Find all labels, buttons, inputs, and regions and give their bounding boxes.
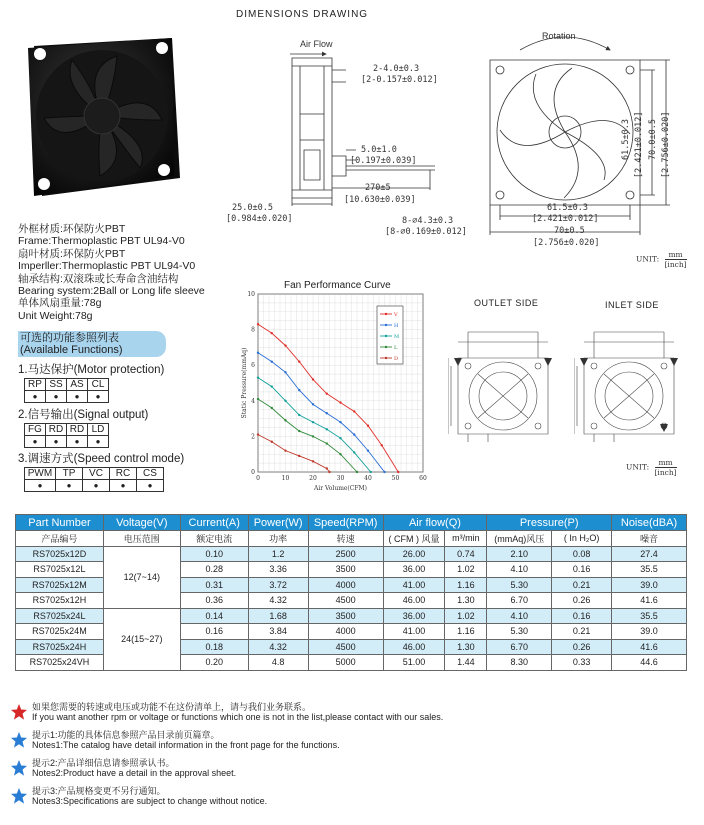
table-cell: RS7025x12D [16, 546, 104, 562]
series-point-L [257, 398, 259, 400]
x-tick-label: 10 [281, 475, 290, 482]
subheader: 额定电流 [180, 531, 248, 547]
table-cell: 1.30 [445, 639, 487, 655]
note-cn: 提示1:功能的具体信息参照产品目录前页篇章。 [32, 730, 220, 740]
spec-line: 单体风扇重量:78g [18, 297, 102, 310]
legend-marker-L [385, 346, 387, 348]
blue-star-icon [10, 732, 28, 748]
depth-inch: [2-0.157±0.012] [361, 75, 438, 85]
series-point-L [356, 471, 358, 473]
spec-line: 扇叶材质:环保防火PBT [18, 247, 126, 260]
table-cell: RS7025x12L [16, 562, 104, 578]
table-cell: 0.21 [552, 624, 612, 640]
series-point-H [339, 421, 341, 423]
function-title: 3.调速方式(Speed control mode) [18, 453, 185, 465]
rotation-label: Rotation [542, 31, 576, 41]
subheader: 电压范围 [103, 531, 180, 547]
code-cell: FG [25, 424, 46, 436]
y-tick-label: 6 [251, 362, 255, 370]
series-point-V [353, 410, 355, 412]
series-point-V [271, 332, 273, 334]
series-point-L [339, 453, 341, 455]
subheader: 产品编号 [16, 531, 104, 547]
available-line1: 可选的功能参照列表 [20, 332, 119, 344]
size-inch: [2.756±0.020] [533, 238, 600, 248]
series-point-V [367, 425, 369, 427]
screw-inch: [8-∅0.169±0.012] [385, 227, 467, 237]
table-cell: 1.16 [445, 577, 487, 593]
table-cell: 1.30 [445, 593, 487, 609]
screw-metric: 8-∅4.3±0.3 [402, 216, 454, 226]
subheader: 噪音 [612, 531, 687, 547]
inlet-side-title: INLET SIDE [605, 300, 659, 310]
available-functions-banner [18, 331, 166, 357]
table-cell: 0.16 [552, 608, 612, 624]
series-point-H [257, 352, 259, 354]
spec-list [18, 223, 248, 322]
spec-line: 轴承结构:双滚珠或长寿命含油结构 [18, 272, 179, 285]
thick-inch: [0.984±0.020] [226, 214, 293, 224]
spec-line: Bearing system:2Ball or Long life sleeve [18, 285, 205, 298]
mid-metric: 5.0±1.0 [361, 145, 397, 155]
available-line2: (Available Functions) [20, 344, 123, 356]
v-size-metric: 70.0±0.5 [648, 119, 658, 160]
series-point-V [339, 401, 341, 403]
blue-star-icon [10, 760, 28, 776]
table-cell: 5.30 [487, 577, 552, 593]
series-point-V [257, 323, 259, 325]
table-cell: RS7025x12H [16, 593, 104, 609]
legend-label-D: D [394, 356, 399, 362]
table-cell: RS7025x24L [16, 608, 104, 624]
series-point-M [257, 376, 259, 378]
function-title: 2.信号输出(Signal output) [18, 409, 149, 421]
code-cell: TP [56, 468, 83, 480]
table-cell: 4.10 [487, 608, 552, 624]
size-metric: 70±0.5 [554, 226, 585, 236]
series-point-M [298, 414, 300, 416]
legend-marker-V [385, 313, 387, 315]
table-cell: 4.32 [248, 593, 308, 609]
x-axis-label: Air Volume(CFM) [313, 485, 368, 492]
v-hole-metric: 61.5±0.3 [621, 119, 631, 160]
table-cell: 36.00 [383, 608, 445, 624]
x-tick-label: 60 [419, 475, 427, 482]
dot: ● [56, 480, 83, 492]
code-cell: CS [137, 468, 164, 480]
series-point-L [312, 435, 314, 437]
table-cell: 46.00 [383, 593, 445, 609]
unit2-label-text: UNIT: [626, 462, 650, 472]
legend-label-H: H [394, 323, 399, 329]
x-tick-label: 30 [336, 475, 345, 482]
table-cell: 26.00 [383, 546, 445, 562]
air-flow-label: Air Flow [300, 39, 333, 49]
series-point-V [326, 392, 328, 394]
unit-label-text: UNIT: [636, 254, 660, 264]
table-cell: 0.08 [552, 546, 612, 562]
series-point-V [298, 360, 300, 362]
dot: ● [46, 391, 67, 403]
table-cell: 1.02 [445, 562, 487, 578]
table-cell: 1.44 [445, 655, 487, 671]
depth-metric: 2-4.0±0.3 [373, 64, 420, 74]
y-tick-label: 4 [251, 397, 255, 405]
spec-line: Imperller:Thermoplastic PBT UL94-V0 [18, 260, 196, 273]
table-cell: 8.30 [487, 655, 552, 671]
table-cell: 41.6 [612, 593, 687, 609]
series-point-D [257, 433, 259, 435]
table-cell: 6.70 [487, 593, 552, 609]
table-cell: 3500 [308, 608, 383, 624]
unit-label [636, 250, 687, 269]
table-cell: 39.0 [612, 624, 687, 640]
legend-label-L: L [394, 345, 398, 351]
legend-marker-D [385, 357, 387, 359]
legend-marker-M [385, 335, 387, 337]
y-tick-label: 0 [251, 469, 255, 476]
dot: ● [88, 436, 109, 448]
note-item [10, 758, 690, 778]
table-cell: 44.6 [612, 655, 687, 671]
code-cell: RD [67, 424, 88, 436]
series-point-M [326, 428, 328, 430]
v-size-inch: [2.756±0.020] [661, 111, 671, 178]
unit2-label [626, 458, 677, 477]
y-tick-label: 8 [251, 326, 255, 334]
table-cell: 0.26 [552, 593, 612, 609]
table-cell: 2.10 [487, 546, 552, 562]
table-cell: 51.00 [383, 655, 445, 671]
note-item [10, 786, 690, 806]
note-en: If you want another rpm or voltage or functions which one is not in the list,please contact with our sales. [32, 712, 444, 722]
header-speed: Speed(RPM) [308, 515, 383, 531]
code-cell: SS [46, 379, 67, 391]
unit2-bottom: [inch] [654, 468, 677, 477]
table-cell: 0.33 [552, 655, 612, 671]
x-tick-label: 50 [391, 475, 400, 482]
hole-inch: [2.421±0.012] [532, 214, 599, 224]
header-pressure: Pressure(P) [487, 515, 612, 531]
series-point-H [367, 449, 369, 451]
table-cell: 41.00 [383, 624, 445, 640]
header-voltage: Voltage(V) [103, 515, 180, 531]
chart-title: Fan Performance Curve [284, 280, 391, 291]
header-current: Current(A) [180, 515, 248, 531]
code-cell: VC [83, 468, 110, 480]
table-cell: 0.16 [552, 562, 612, 578]
dot: ● [88, 391, 109, 403]
hole-metric: 61.5±0.3 [547, 203, 588, 213]
table-cell: 0.16 [180, 624, 248, 640]
function-table [24, 467, 164, 492]
dot: ● [46, 436, 67, 448]
table-cell: 24(15~27) [103, 608, 180, 670]
legend-label-V: V [394, 312, 398, 318]
unit-bottom: [inch] [664, 260, 687, 269]
series-point-V [397, 471, 399, 473]
series-point-D [284, 449, 286, 451]
table-cell: 0.74 [445, 546, 487, 562]
table-cell: RS7025x24VH [16, 655, 104, 671]
table-cell: 12(7~14) [103, 546, 180, 608]
performance-chart [240, 288, 440, 498]
table-cell: 1.02 [445, 608, 487, 624]
lead-inch: [10.630±0.039] [344, 195, 416, 205]
dot: ● [25, 480, 56, 492]
x-tick-label: 20 [309, 475, 317, 482]
table-cell: 4.32 [248, 639, 308, 655]
function-group-motor [18, 361, 164, 403]
function-table [24, 423, 109, 448]
header-part-number: Part Number [16, 515, 104, 531]
series-point-D [298, 455, 300, 457]
function-table [24, 378, 109, 403]
table-cell: 0.28 [180, 562, 248, 578]
series-point-L [271, 407, 273, 409]
header-airflow: Air flow(Q) [383, 515, 487, 531]
series-point-D [271, 441, 273, 443]
table-cell: RS7025x24M [16, 624, 104, 640]
table-cell: 3.72 [248, 577, 308, 593]
series-line-D [258, 435, 330, 472]
unit-top: mm [665, 250, 687, 260]
x-tick-label: 0 [256, 475, 260, 482]
table-cell: 35.5 [612, 562, 687, 578]
table-cell: 4500 [308, 639, 383, 655]
x-tick-label: 40 [364, 475, 372, 482]
table-cell: 0.26 [552, 639, 612, 655]
spec-line: Unit Weight:78g [18, 309, 93, 322]
series-point-D [328, 471, 330, 473]
note-en: Notes2:Product have a detail in the approval sheet. [32, 768, 237, 778]
outlet-side-drawing [448, 322, 563, 447]
series-point-H [353, 433, 355, 435]
lead-metric: 270±5 [365, 183, 391, 193]
dimensions-title: DIMENSIONS DRAWING [236, 9, 369, 20]
blue-star-icon [10, 788, 28, 804]
table-cell: 36.00 [383, 562, 445, 578]
function-group-speed [18, 450, 184, 492]
table-cell: 6.70 [487, 639, 552, 655]
table-cell: 0.14 [180, 608, 248, 624]
table-cell: 4.8 [248, 655, 308, 671]
code-cell: RD [46, 424, 67, 436]
outlet-side-title: OUTLET SIDE [474, 298, 539, 308]
subheader: 功率 [248, 531, 308, 547]
table-cell: 5000 [308, 655, 383, 671]
series-point-M [370, 471, 372, 473]
table-cell: 41.00 [383, 577, 445, 593]
subheader: 转速 [308, 531, 383, 547]
table-row [16, 546, 687, 562]
code-cell: LD [88, 424, 109, 436]
code-cell: AS [67, 379, 88, 391]
table-cell: 2500 [308, 546, 383, 562]
thick-metric: 25.0±0.5 [232, 203, 273, 213]
series-point-V [381, 444, 383, 446]
y-axis-label: Static Pressure(mmAq) [241, 347, 248, 419]
table-cell: 0.10 [180, 546, 248, 562]
table-cell: 3500 [308, 562, 383, 578]
table-cell: 5.30 [487, 624, 552, 640]
table-cell: 39.0 [612, 577, 687, 593]
series-point-V [312, 378, 314, 380]
table-row [16, 608, 687, 624]
mid-inch: [0.197±0.039] [350, 156, 417, 166]
table-cell: RS7025x12M [16, 577, 104, 593]
unit2-top: mm [655, 458, 677, 468]
table-cell: 4500 [308, 593, 383, 609]
fan-photo [22, 28, 184, 204]
note-en: Notes1:The catalog have detail information in the front page for the functions. [32, 740, 340, 750]
spec-line: 外框材质:环保防火PBT [18, 223, 126, 235]
dot: ● [137, 480, 164, 492]
series-point-M [312, 421, 314, 423]
series-point-M [271, 385, 273, 387]
series-point-M [353, 451, 355, 453]
table-cell: 1.16 [445, 624, 487, 640]
spec-table [15, 514, 687, 671]
note-item [10, 702, 690, 722]
series-point-V [284, 344, 286, 346]
series-point-L [284, 419, 286, 421]
code-cell: CL [88, 379, 109, 391]
table-cell: 41.6 [612, 639, 687, 655]
table-cell: 46.00 [383, 639, 445, 655]
y-tick-label: 10 [247, 291, 255, 298]
subheader: m³/min [445, 531, 487, 547]
table-cell: 3.84 [248, 624, 308, 640]
series-point-L [298, 430, 300, 432]
dot: ● [25, 436, 46, 448]
dot: ● [110, 480, 137, 492]
note-en: Notes3:Specifications are subject to change without notice. [32, 796, 268, 806]
table-cell: 4000 [308, 577, 383, 593]
series-point-M [339, 437, 341, 439]
inlet-side-drawing [574, 322, 689, 447]
spec-line: Frame:Thermoplastic PBT UL94-V0 [18, 235, 185, 248]
header-noise: Noise(dBA) [612, 515, 687, 531]
note-cn: 如果您需要的转速或电压或功能不在这份清单上，请与我们业务联系。 [32, 702, 312, 712]
legend-marker-H [385, 324, 387, 326]
series-point-D [312, 460, 314, 462]
table-cell: RS7025x24H [16, 639, 104, 655]
y-tick-label: 2 [251, 433, 255, 441]
subheader: ( In H₂O) [552, 531, 612, 547]
series-point-D [326, 467, 328, 469]
series-point-L [326, 442, 328, 444]
series-point-H [284, 371, 286, 373]
dot: ● [67, 391, 88, 403]
dot: ● [83, 480, 110, 492]
series-point-H [326, 412, 328, 414]
header-power: Power(W) [248, 515, 308, 531]
table-cell: 0.36 [180, 593, 248, 609]
note-cn: 提示3:产品规格变更不另行通知。 [32, 786, 166, 796]
table-cell: 0.20 [180, 655, 248, 671]
function-group-signal [18, 406, 148, 448]
v-hole-inch: [2.421±0.012] [634, 111, 644, 178]
series-point-H [271, 360, 273, 362]
table-cell: 4.10 [487, 562, 552, 578]
code-cell: RP [25, 379, 46, 391]
subheader: ( CFM ) 风量 [383, 531, 445, 547]
series-point-H [298, 389, 300, 391]
note-item [10, 730, 690, 750]
notes [10, 702, 690, 814]
function-title: 1.马达保护(Motor protection) [18, 364, 165, 376]
series-point-H [312, 403, 314, 405]
table-cell: 4000 [308, 624, 383, 640]
table-cell: 0.18 [180, 639, 248, 655]
note-cn: 提示2:产品详细信息请参照承认书。 [32, 758, 175, 768]
table-cell: 0.21 [552, 577, 612, 593]
subheader: (mmAq)风压 [487, 531, 552, 547]
table-cell: 0.31 [180, 577, 248, 593]
table-cell: 3.36 [248, 562, 308, 578]
dot: ● [67, 436, 88, 448]
code-cell: RC [110, 468, 137, 480]
dot: ● [25, 391, 46, 403]
code-cell: PWM [25, 468, 56, 480]
table-cell: 1.68 [248, 608, 308, 624]
legend-label-M: M [394, 334, 400, 340]
series-point-H [383, 471, 385, 473]
series-point-M [284, 400, 286, 402]
red-star-icon [10, 704, 28, 720]
table-cell: 27.4 [612, 546, 687, 562]
table-cell: 35.5 [612, 608, 687, 624]
table-cell: 1.2 [248, 546, 308, 562]
